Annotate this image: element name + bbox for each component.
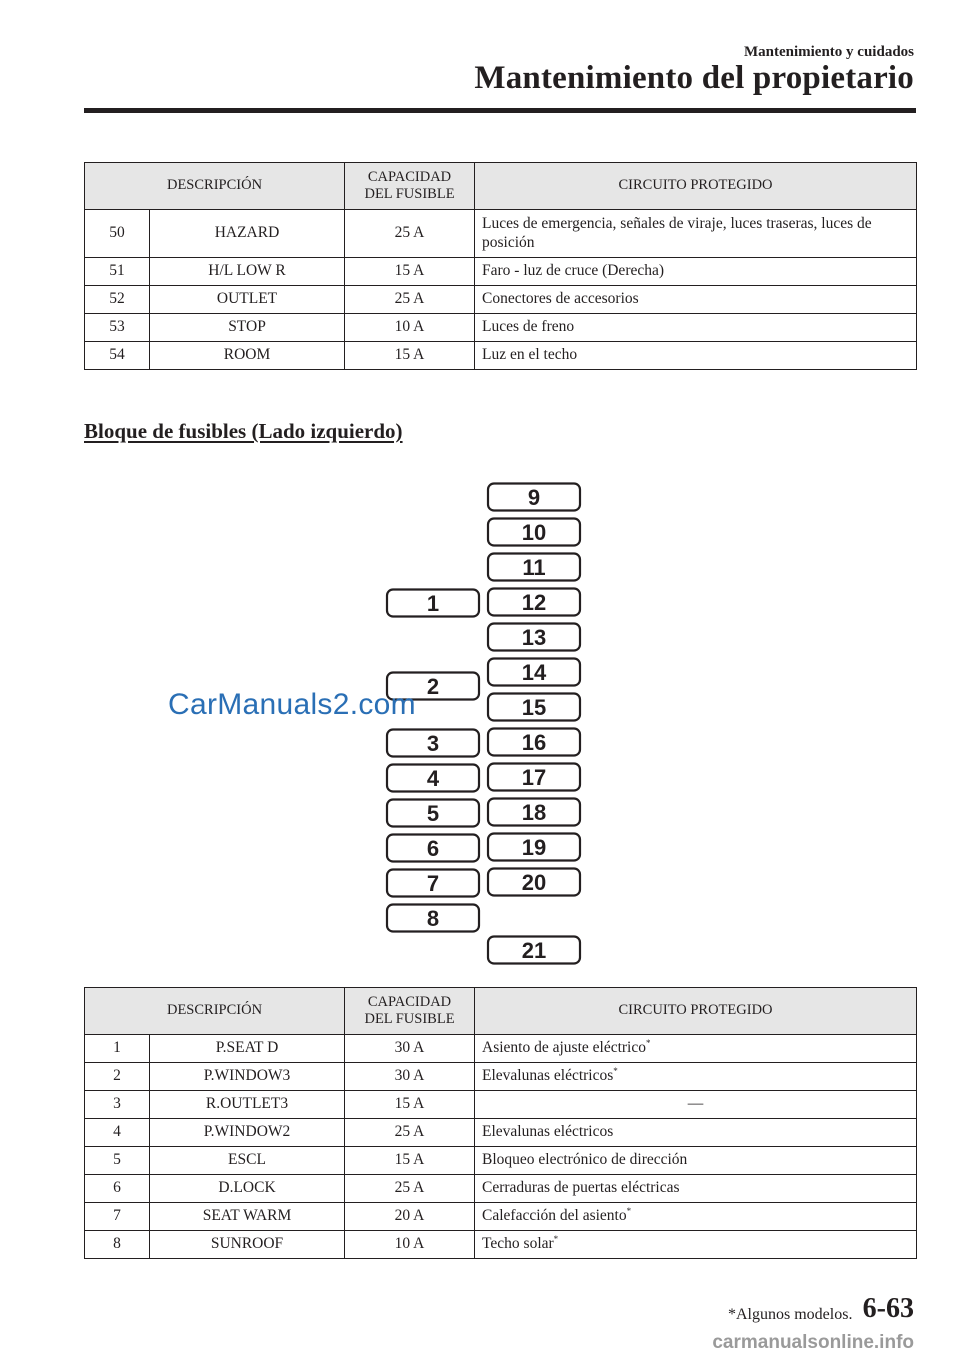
fuse-description-text: SEAT WARM [202, 1207, 292, 1225]
fuse-left-3 [387, 765, 479, 792]
fuse-number-label: 20 [521, 870, 547, 895]
protected-circuit [475, 1147, 917, 1175]
protected-circuit-text: Calefacción del asiento [482, 1207, 627, 1225]
protected-circuit-text: Luz en el techo [482, 346, 578, 364]
fuse-capacity-text: 25 A [394, 1179, 425, 1197]
fuse-description-text: ESCL [228, 1151, 266, 1169]
protected-circuit [475, 1175, 917, 1203]
fuse-number-text: 6 [113, 1179, 121, 1197]
table-row [85, 1063, 917, 1091]
fuse-number-label: 11 [522, 555, 546, 580]
fuse-capacity-text: 25 A [394, 1123, 425, 1141]
protected-circuit [475, 1231, 917, 1259]
table-header-row [85, 988, 917, 1035]
fuse-description-text: D.LOCK [218, 1179, 276, 1197]
table-row [85, 1175, 917, 1203]
fuse-capacity [345, 1091, 475, 1119]
fuse-capacity-text: 10 A [394, 1235, 425, 1253]
fuse-right-7 [488, 729, 580, 756]
fuse-capacity-text: 25 A [394, 224, 425, 242]
fuse-number-text: 53 [109, 318, 125, 336]
fuse-capacity-text: 25 A [394, 290, 425, 308]
protected-circuit-text: Luces de emergencia, señales de viraje, luces traseras, luces de posición [482, 215, 872, 251]
fuse-description-text: STOP [228, 318, 266, 336]
fuse-capacity-text: 15 A [394, 346, 425, 364]
fuse-number-text: 5 [113, 1151, 121, 1169]
fuse-number-label: 17 [521, 765, 547, 790]
fuse-description [150, 1203, 345, 1231]
fuse-number-label: 7 [426, 871, 440, 896]
fuse-description [150, 1119, 345, 1147]
fuse-left-0 [387, 590, 479, 617]
fuse-description [150, 1091, 345, 1119]
header-circuit: CIRCUITO PROTEGIDO [475, 988, 917, 1035]
fuse-left-7 [387, 905, 479, 932]
fuse-number-text: 7 [113, 1207, 121, 1225]
fuse-number-text: 50 [109, 224, 125, 242]
fuse-number [85, 1203, 150, 1231]
footnote: *Algunos modelos. [728, 1306, 853, 1323]
fuse-right-12 [488, 937, 580, 964]
fuse-description-text: OUTLET [216, 290, 278, 308]
fuse-capacity-text: 15 A [394, 1095, 425, 1113]
fuse-number-text: 1 [113, 1039, 121, 1057]
protected-circuit [475, 1119, 917, 1147]
protected-circuit-text: Techo solar [482, 1235, 554, 1253]
header-description: DESCRIPCIÓN [85, 988, 345, 1035]
fuse-left-2 [387, 730, 479, 757]
fuse-right-6 [488, 694, 580, 721]
fuse-number-label: 6 [426, 836, 440, 861]
fuse-number [85, 1119, 150, 1147]
protected-circuit-text: Asiento de ajuste eléctrico [482, 1039, 646, 1057]
table-row [85, 1091, 917, 1119]
fuse-number-label: 15 [521, 695, 547, 720]
fuse-description-text: SUNROOF [210, 1235, 284, 1253]
fuse-number-label: 18 [521, 800, 547, 825]
fuse-capacity [345, 1203, 475, 1231]
fuse-description [150, 1175, 345, 1203]
fuse-number-text: 54 [109, 346, 125, 364]
fuse-number-label: 12 [521, 590, 547, 615]
protected-circuit-text: Faro - luz de cruce (Derecha) [482, 262, 665, 280]
protected-circuit-text: Bloqueo electrónico de dirección [482, 1151, 688, 1169]
fuse-description [150, 1147, 345, 1175]
fuse-capacity-text: 20 A [394, 1207, 425, 1225]
fuse-number-label: 13 [521, 625, 547, 650]
fuse-left-4 [387, 800, 479, 827]
fuse-number-text: 2 [113, 1067, 121, 1085]
fuse-number [85, 1063, 150, 1091]
fuse-number-label: 8 [426, 906, 440, 931]
fuse-description-text: P.WINDOW2 [203, 1123, 291, 1141]
fuse-right-2 [488, 554, 580, 581]
fuse-capacity [345, 1063, 475, 1091]
fuse-description-text: P.WINDOW3 [203, 1067, 291, 1085]
table-row [85, 1231, 917, 1259]
fuse-number [85, 1231, 150, 1259]
table-row [85, 1147, 917, 1175]
fuse-number-text: 52 [109, 290, 125, 308]
watermark-text: CarManuals2.com [168, 688, 416, 721]
header-capacity: CAPACIDAD DEL FUSIBLE [345, 988, 475, 1035]
footnote-marker: * [646, 1038, 651, 1049]
fuse-number [85, 1175, 150, 1203]
table-row [85, 1203, 917, 1231]
fuse-right-3 [488, 589, 580, 616]
fuse-description-text: HAZARD [214, 224, 280, 242]
fuse-description-text: P.SEAT D [215, 1039, 279, 1057]
fuse-description-text: R.OUTLET3 [205, 1095, 289, 1113]
fuse-number [85, 1147, 150, 1175]
fuse-description [150, 1231, 345, 1259]
protected-circuit-text: Luces de freno [482, 318, 575, 336]
protected-circuit-text: Cerraduras de puertas eléctricas [482, 1179, 680, 1197]
fuse-right-11 [488, 869, 580, 896]
fuse-table-left-side [84, 987, 917, 1259]
footnote-marker: * [553, 1234, 559, 1245]
protected-circuit [475, 1063, 917, 1091]
fuse-number-label: 14 [521, 660, 547, 685]
footnote-marker: * [626, 1206, 632, 1217]
fuse-number-label: 5 [426, 801, 440, 826]
fuse-capacity-text: 30 A [394, 1067, 425, 1085]
fuse-number-label: 2 [426, 674, 440, 699]
protected-circuit-text: — [687, 1095, 704, 1113]
fuse-number-text: 51 [109, 262, 125, 280]
fuse-number [85, 1091, 150, 1119]
fuse-description-text: H/L LOW R [208, 262, 286, 280]
fuse-capacity [345, 1035, 475, 1063]
protected-circuit [475, 1203, 917, 1231]
fuse-right-9 [488, 799, 580, 826]
fuse-number-label: 4 [426, 766, 440, 791]
fuse-capacity [345, 1231, 475, 1259]
fuse-number-label: 10 [521, 520, 547, 545]
fuse-right-10 [488, 834, 580, 861]
table-row [85, 1119, 917, 1147]
fuse-description [150, 1063, 345, 1091]
fuse-capacity-text: 15 A [394, 1151, 425, 1169]
protected-circuit-text: Elevalunas eléctricos [482, 1123, 614, 1141]
fuse-right-0 [488, 484, 580, 511]
fuse-capacity-text: 30 A [394, 1039, 425, 1057]
page-number: 6-63 [862, 1293, 914, 1324]
section-title: Bloque de fusibles (Lado izquierdo) [84, 419, 403, 443]
fuse-description-text: ROOM [223, 346, 271, 364]
fuse-left-6 [387, 870, 479, 897]
fuse-number-text: 3 [113, 1095, 121, 1113]
fuse-capacity [345, 1119, 475, 1147]
chapter-subtitle: Mantenimiento y cuidados [743, 44, 914, 60]
fuse-capacity-text: 10 A [394, 318, 425, 336]
fuse-number-label: 19 [521, 835, 547, 860]
fuse-number-label: 1 [426, 591, 440, 616]
page-title: Mantenimiento del propietario [474, 60, 914, 96]
protected-circuit [475, 1035, 917, 1063]
fuse-right-5 [488, 659, 580, 686]
fuse-left-5 [387, 835, 479, 862]
table-row [85, 1035, 917, 1063]
fuse-right-4 [488, 624, 580, 651]
fuse-number [85, 1035, 150, 1063]
fuse-number-text: 8 [113, 1235, 121, 1253]
fuse-capacity [345, 1147, 475, 1175]
fuse-number-label: 21 [521, 938, 547, 963]
header-description: DESCRIPCIÓN [85, 163, 345, 210]
site-watermark: carmanualsonline.info [712, 1332, 914, 1353]
protected-circuit [475, 1091, 917, 1119]
fuse-capacity-text: 15 A [394, 262, 425, 280]
protected-circuit-text: Elevalunas eléctricos [482, 1067, 614, 1085]
fuse-number-label: 9 [527, 485, 541, 510]
protected-circuit-text: Conectores de accesorios [482, 290, 639, 308]
header-circuit: CIRCUITO PROTEGIDO [475, 163, 917, 210]
fuse-description [150, 1035, 345, 1063]
header-capacity: CAPACIDAD DEL FUSIBLE [345, 163, 475, 210]
fuse-number-label: 3 [426, 731, 440, 756]
fuse-number-text: 4 [113, 1123, 121, 1141]
fuse-right-8 [488, 764, 580, 791]
fuse-number-label: 16 [521, 730, 547, 755]
footnote-marker: * [613, 1066, 618, 1077]
fuse-right-1 [488, 519, 580, 546]
fuse-capacity [345, 1175, 475, 1203]
